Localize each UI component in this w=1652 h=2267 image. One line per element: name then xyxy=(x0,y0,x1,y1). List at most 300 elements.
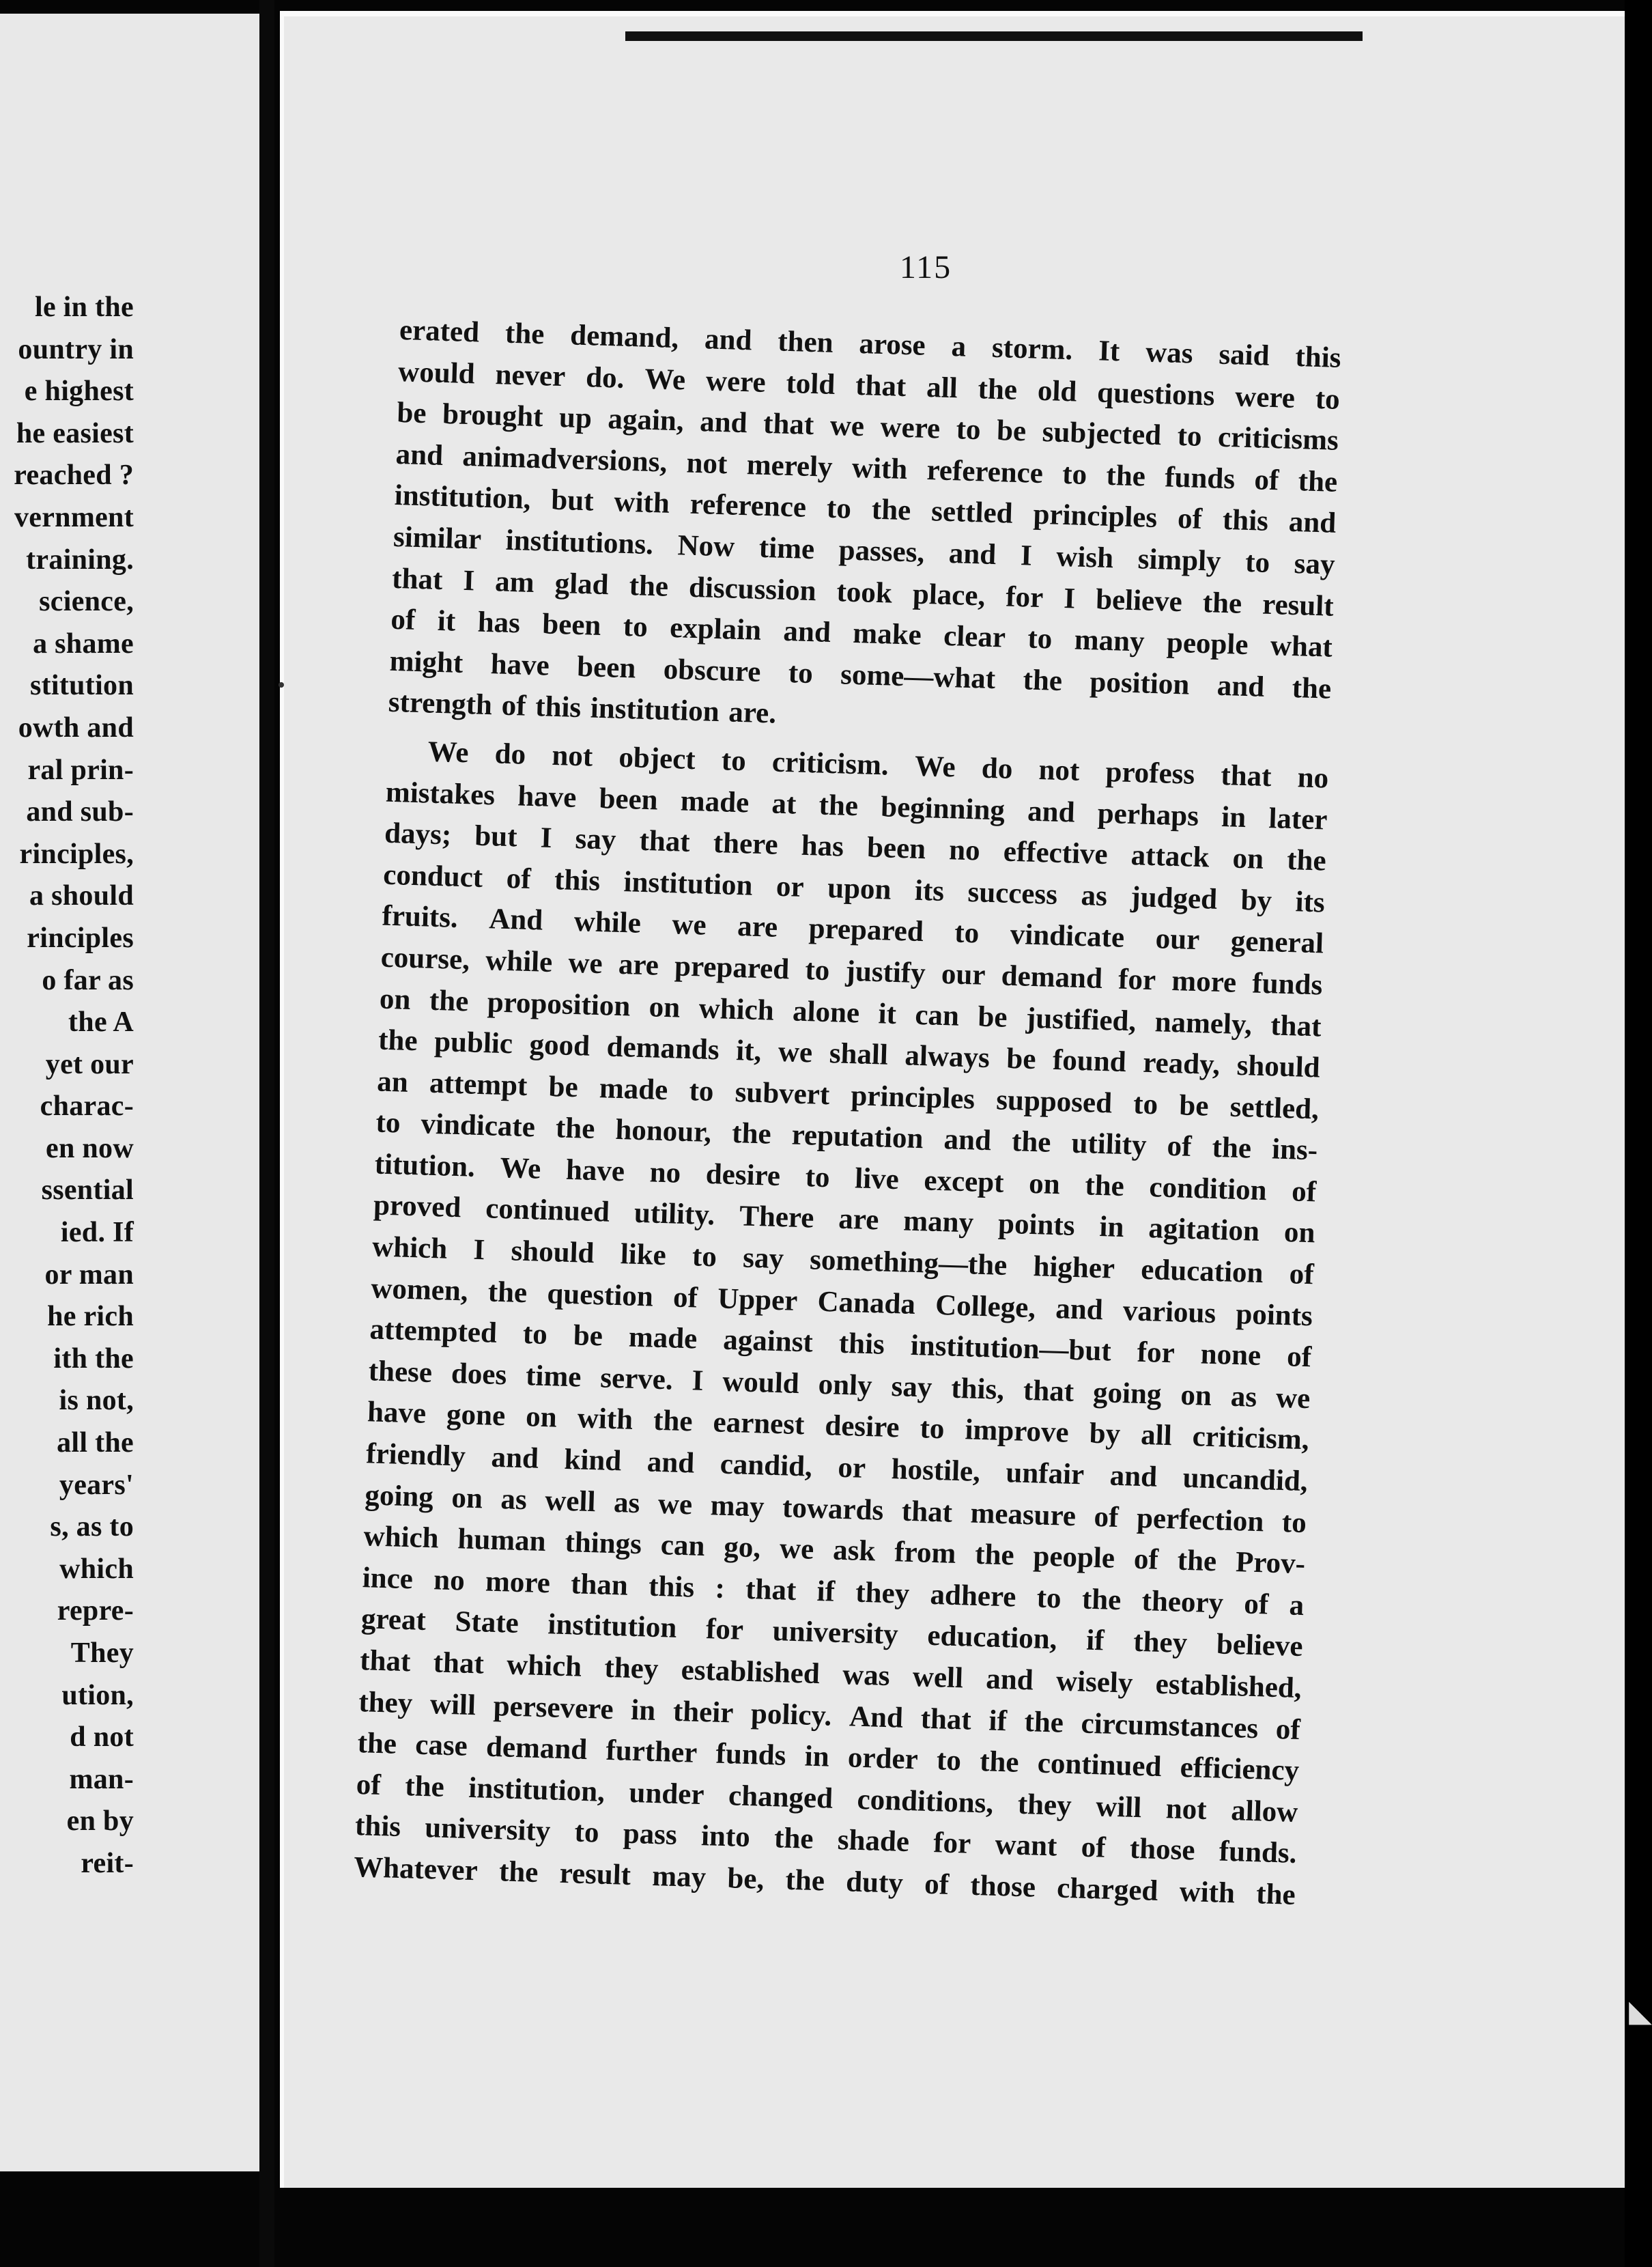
word: have xyxy=(565,1153,625,1188)
word: institution—but xyxy=(910,1329,1112,1368)
word: were xyxy=(879,411,941,445)
paragraph xyxy=(388,310,1341,752)
word: result xyxy=(559,1857,631,1891)
word: funds xyxy=(715,1737,787,1772)
word: Whatever xyxy=(353,1850,479,1887)
word: believe xyxy=(1216,1628,1304,1663)
word: further xyxy=(605,1734,698,1770)
word: if xyxy=(1085,1624,1105,1657)
word: the xyxy=(818,789,859,822)
word: general xyxy=(1230,925,1324,960)
word: a xyxy=(950,330,967,363)
word: of xyxy=(356,1768,382,1801)
word: the xyxy=(977,372,1018,406)
word: their xyxy=(672,1695,735,1729)
word: does xyxy=(451,1357,507,1392)
word: And xyxy=(849,1700,904,1734)
word: upon xyxy=(827,871,892,906)
word: justify xyxy=(844,955,926,990)
left-page-line: the A xyxy=(68,1006,134,1039)
word: only xyxy=(818,1368,873,1403)
word: am xyxy=(494,565,535,599)
word: shall xyxy=(829,1037,889,1071)
scan-right-edge xyxy=(1625,0,1652,2267)
word: Upper xyxy=(717,1282,798,1317)
left-page-line: rinciples, xyxy=(19,838,134,870)
word: justified, xyxy=(1025,1002,1137,1037)
word: to xyxy=(721,744,747,778)
word: make xyxy=(852,617,922,652)
word: as xyxy=(500,1482,528,1516)
word: for xyxy=(1117,963,1156,997)
word: want xyxy=(994,1829,1058,1863)
word: up xyxy=(558,402,593,435)
left-page-line: ral prin- xyxy=(27,754,134,786)
word: said xyxy=(1218,338,1270,372)
word: ince xyxy=(362,1562,414,1596)
page-number: 115 xyxy=(899,249,952,285)
word: the xyxy=(773,1822,814,1856)
word: on xyxy=(525,1400,558,1434)
word: been xyxy=(541,608,602,643)
word: the xyxy=(487,1276,528,1309)
word: great xyxy=(360,1603,427,1637)
word: were xyxy=(705,364,767,399)
word: to xyxy=(936,1744,962,1777)
left-page-line: training. xyxy=(26,544,134,576)
word: criticisms xyxy=(1217,421,1339,457)
word: condition xyxy=(1148,1171,1268,1207)
word: profess xyxy=(1105,755,1195,791)
word: to xyxy=(623,610,649,644)
word: be xyxy=(396,397,427,430)
word: points xyxy=(997,1208,1076,1243)
word: not xyxy=(1038,754,1081,787)
word: settled xyxy=(930,495,1014,531)
word: took xyxy=(836,575,893,610)
word: made xyxy=(599,1071,668,1106)
left-page-line: he easiest xyxy=(16,417,134,449)
word: demands xyxy=(606,1030,720,1067)
word: desire xyxy=(824,1409,900,1444)
word: and xyxy=(1288,506,1337,540)
word: continued xyxy=(485,1192,610,1229)
word: on xyxy=(451,1481,483,1515)
word: in xyxy=(1221,800,1247,834)
left-page-line: a should xyxy=(29,880,134,912)
word: shade xyxy=(837,1824,910,1859)
word: proposition xyxy=(487,985,631,1022)
word: I xyxy=(540,821,553,855)
word: in xyxy=(1098,1211,1125,1244)
word: we xyxy=(657,1487,693,1521)
stray-mark xyxy=(279,682,284,688)
word: on xyxy=(1028,1167,1061,1201)
word: points xyxy=(1235,1297,1313,1332)
word: public xyxy=(433,1026,513,1060)
word: and xyxy=(943,1123,992,1157)
book-gutter xyxy=(259,0,274,2267)
word: the xyxy=(1255,1878,1296,1911)
word: utility. xyxy=(633,1197,715,1232)
word: or xyxy=(837,1451,866,1485)
word: education xyxy=(1140,1253,1264,1290)
word: continued xyxy=(1037,1747,1163,1784)
word: then xyxy=(777,325,834,359)
word: the xyxy=(357,1727,397,1760)
word: of xyxy=(1177,503,1203,536)
word: perhaps xyxy=(1097,797,1199,832)
word: on xyxy=(1180,1379,1212,1412)
word: supposed xyxy=(995,1084,1113,1120)
left-page-line: en by xyxy=(66,1805,134,1837)
word: while xyxy=(573,905,642,940)
left-page-line: rinciples xyxy=(27,922,134,954)
word: We xyxy=(914,750,956,784)
word: and xyxy=(646,1446,695,1480)
word: and xyxy=(948,537,997,572)
word: reputation xyxy=(791,1118,924,1155)
word: attempt xyxy=(429,1067,528,1102)
word: old xyxy=(1037,374,1078,408)
word: I xyxy=(1020,539,1033,572)
word: established, xyxy=(1155,1667,1302,1705)
word: wish xyxy=(1055,540,1114,575)
word: be xyxy=(573,1319,603,1353)
word: earnest xyxy=(712,1406,806,1441)
word: of xyxy=(1133,1543,1159,1576)
word: which xyxy=(698,991,775,1027)
word: than xyxy=(570,1568,629,1602)
word: if xyxy=(816,1575,836,1608)
word: funds xyxy=(1164,461,1236,496)
word: that xyxy=(1220,759,1272,793)
word: if xyxy=(988,1704,1008,1737)
word: say xyxy=(890,1370,933,1404)
word: success xyxy=(967,875,1058,911)
word: many xyxy=(902,1205,974,1239)
word: as xyxy=(1230,1380,1257,1413)
word: women, xyxy=(370,1272,469,1308)
left-page-line: ith the xyxy=(53,1342,134,1375)
word: found xyxy=(1052,1043,1127,1079)
word: it xyxy=(877,997,897,1030)
word: into xyxy=(700,1820,751,1854)
left-page-line: en now xyxy=(46,1132,134,1164)
word: uncandid, xyxy=(1182,1461,1309,1498)
word: the xyxy=(429,984,470,1017)
word: changed xyxy=(728,1779,834,1815)
word: I xyxy=(691,1364,704,1397)
body-text xyxy=(353,310,1341,1916)
word: told xyxy=(785,367,836,401)
word: not xyxy=(1165,1792,1208,1826)
word: some—what xyxy=(840,658,996,695)
word: Prov- xyxy=(1235,1546,1306,1581)
word: ask xyxy=(832,1534,877,1568)
word: a xyxy=(1288,1589,1305,1622)
left-page-line: and sub- xyxy=(26,796,134,828)
word: none xyxy=(1200,1338,1262,1372)
left-page-line: e highest xyxy=(24,376,134,408)
main-page xyxy=(280,11,1629,2188)
word: people xyxy=(1166,626,1249,662)
word: the xyxy=(1202,586,1242,620)
word: I xyxy=(462,564,475,597)
left-page-line: charac- xyxy=(40,1090,134,1123)
word: of xyxy=(506,862,532,895)
word: There xyxy=(739,1200,815,1235)
word: and xyxy=(782,615,831,649)
word: ready, xyxy=(1142,1046,1221,1082)
word: no xyxy=(948,834,981,867)
word: as xyxy=(1080,879,1108,912)
left-page-line: yet our xyxy=(45,1048,134,1080)
word: to xyxy=(1244,546,1270,579)
word: the xyxy=(504,317,545,351)
word: may xyxy=(710,1489,765,1523)
word: circumstances xyxy=(1081,1707,1259,1745)
word: well xyxy=(912,1661,964,1695)
word: on xyxy=(379,983,412,1016)
word: policy. xyxy=(750,1697,833,1732)
word: be xyxy=(996,414,1027,448)
word: wisely xyxy=(1055,1665,1134,1700)
word: the xyxy=(629,569,669,603)
left-page-line: man- xyxy=(69,1763,134,1795)
word: to xyxy=(692,1240,717,1273)
word: Now xyxy=(677,529,735,563)
left-page-line: reit- xyxy=(81,1847,134,1879)
word: was xyxy=(842,1659,891,1693)
left-page-line: reached ? xyxy=(14,460,134,492)
word: to xyxy=(1315,382,1341,416)
word: they xyxy=(1133,1626,1188,1660)
word: simply xyxy=(1137,543,1222,578)
word: and xyxy=(704,323,753,357)
word: and xyxy=(985,1663,1034,1697)
word: funds xyxy=(1251,967,1323,1002)
word: I xyxy=(472,1233,485,1267)
word: brought xyxy=(442,398,544,434)
word: that xyxy=(1023,1374,1074,1408)
word: be xyxy=(1006,1042,1037,1076)
word: demand xyxy=(1001,959,1103,995)
word: those xyxy=(1129,1833,1196,1867)
word: have xyxy=(367,1396,427,1431)
word: candid, xyxy=(720,1448,813,1483)
word: to xyxy=(788,656,814,690)
word: to xyxy=(1036,1581,1062,1615)
word: reference xyxy=(689,488,807,524)
word: namely, xyxy=(1154,1005,1253,1041)
word: by xyxy=(1089,1418,1121,1451)
word: under xyxy=(628,1776,705,1811)
word: do. xyxy=(585,361,625,395)
word: what xyxy=(1270,630,1333,664)
word: that xyxy=(638,824,691,859)
word: to xyxy=(522,1318,548,1351)
left-page-line: d not xyxy=(70,1721,134,1754)
word: merely xyxy=(746,448,834,483)
left-page-line: o far as xyxy=(42,964,134,996)
word: serve. xyxy=(599,1362,674,1396)
word: it, xyxy=(735,1034,763,1068)
word: go, xyxy=(723,1531,761,1564)
word: It xyxy=(1098,335,1120,368)
top-rule xyxy=(625,31,1363,41)
word: are xyxy=(737,910,778,944)
word: the xyxy=(1023,1705,1064,1739)
word: to xyxy=(1062,457,1087,491)
left-page-line: ountry in xyxy=(18,333,134,365)
word: the xyxy=(498,1855,539,1889)
word: institution, xyxy=(468,1771,606,1808)
word: people xyxy=(1032,1540,1115,1575)
word: various xyxy=(1122,1294,1216,1329)
word: of xyxy=(1291,1175,1317,1209)
word: to xyxy=(1281,1506,1307,1539)
word: and xyxy=(699,406,748,440)
word: to xyxy=(375,1106,401,1140)
word: days; xyxy=(384,817,452,851)
word: made xyxy=(680,785,750,819)
word: was xyxy=(1145,336,1194,370)
word: made xyxy=(628,1321,698,1355)
word: institution xyxy=(623,865,754,902)
word: the xyxy=(1177,1544,1217,1578)
left-page-line: stitution xyxy=(29,670,134,702)
word: they xyxy=(855,1576,910,1610)
word: our xyxy=(1155,923,1200,957)
word: will xyxy=(429,1687,476,1721)
word: to xyxy=(573,1816,600,1849)
word: has xyxy=(801,829,844,863)
word: we xyxy=(778,1036,813,1069)
word: many xyxy=(1074,623,1145,658)
word: to xyxy=(954,916,980,950)
word: gone xyxy=(446,1398,506,1433)
word: we xyxy=(671,908,707,942)
word: and xyxy=(490,1441,539,1475)
word: and xyxy=(1109,1459,1158,1493)
word: to xyxy=(1177,420,1203,453)
word: prepared xyxy=(808,912,924,948)
word: not xyxy=(551,739,593,773)
word: its xyxy=(1295,886,1326,919)
word: except xyxy=(923,1164,1005,1199)
word: subjected xyxy=(1042,416,1162,452)
word: have xyxy=(517,779,578,814)
word: towards xyxy=(782,1491,884,1527)
word: time xyxy=(758,531,815,566)
word: the xyxy=(653,1405,694,1438)
word: and xyxy=(395,438,444,472)
word: the xyxy=(784,1863,825,1898)
word: to xyxy=(1133,1088,1158,1121)
word: as xyxy=(613,1486,641,1519)
word: attack xyxy=(1130,839,1210,874)
word: the xyxy=(974,1538,1015,1572)
word: with xyxy=(851,451,908,485)
word: improve xyxy=(964,1413,1070,1450)
word: can xyxy=(914,998,960,1032)
word: like xyxy=(620,1238,667,1272)
word: this, xyxy=(950,1372,1005,1406)
word: can xyxy=(660,1529,706,1563)
word: titution. xyxy=(374,1148,476,1183)
word: this xyxy=(838,1327,885,1361)
word: demand, xyxy=(569,319,679,355)
word: kind xyxy=(563,1443,622,1478)
word: proved xyxy=(373,1189,461,1224)
word: charged xyxy=(1056,1872,1159,1907)
word: vindicate xyxy=(1010,918,1125,955)
word: these xyxy=(368,1355,433,1389)
word: clear xyxy=(943,619,1006,654)
word: no xyxy=(649,1156,681,1189)
word: the xyxy=(1286,844,1327,877)
word: all xyxy=(1140,1419,1173,1452)
word: the xyxy=(1298,464,1338,498)
word: the xyxy=(1292,671,1332,705)
left-page-line: or man xyxy=(44,1258,134,1291)
word: Canada xyxy=(816,1285,916,1321)
word: has xyxy=(477,606,521,640)
word: might xyxy=(389,645,464,679)
word: good xyxy=(528,1028,590,1062)
word: not xyxy=(685,447,728,481)
word: arose xyxy=(858,327,926,362)
word: of xyxy=(390,603,416,637)
word: our xyxy=(941,957,986,991)
word: pass xyxy=(623,1818,678,1852)
word: to xyxy=(688,1074,715,1108)
left-page-line: ution, xyxy=(61,1679,134,1711)
word: prepared xyxy=(674,950,790,986)
word: are xyxy=(838,1203,879,1237)
word: are xyxy=(618,948,659,982)
left-page-line: They xyxy=(70,1637,134,1669)
word: on xyxy=(1283,1216,1316,1250)
word: in xyxy=(630,1693,656,1727)
word: for xyxy=(705,1613,744,1647)
word: of xyxy=(1286,1340,1312,1374)
word: going xyxy=(1092,1376,1163,1411)
word: which xyxy=(363,1520,440,1555)
left-page-line: which xyxy=(59,1553,134,1585)
word: against xyxy=(722,1323,814,1359)
word: explain xyxy=(669,612,762,647)
word: that xyxy=(920,1702,972,1736)
word: an xyxy=(376,1065,409,1099)
word: of xyxy=(1289,1258,1315,1291)
word: the xyxy=(1081,1583,1122,1616)
word: and xyxy=(1055,1292,1104,1326)
word: desire xyxy=(705,1157,781,1192)
word: that xyxy=(745,1573,797,1607)
word: would xyxy=(722,1365,800,1400)
word: should xyxy=(1236,1049,1321,1084)
word: obscure xyxy=(663,653,762,688)
word: object xyxy=(618,741,696,776)
word: with xyxy=(577,1402,633,1437)
word: that xyxy=(855,369,907,403)
word: on xyxy=(1231,842,1264,875)
word: will xyxy=(1095,1790,1142,1824)
word: institution, xyxy=(394,479,532,516)
word: things xyxy=(564,1526,642,1561)
